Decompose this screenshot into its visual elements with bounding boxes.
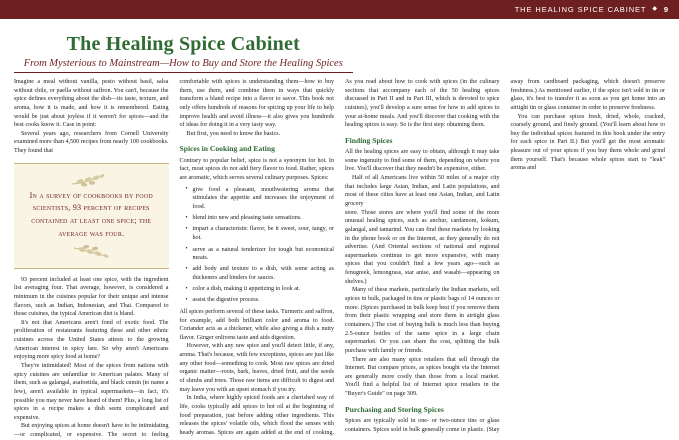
pull-quote-text: In a survey of cookbooks by food scientists, 93 percent of recipes contained at least one spice; the average was four. [29, 190, 153, 238]
article-subtitle: From Mysterious to Mainstream—How to Buy and Store the Healing Spices [23, 58, 343, 69]
list-item: • serve as a natural tenderizer for tough but economical meats. [188, 246, 335, 263]
spice-purpose-list [180, 186, 335, 243]
paragraph: Imagine a meal without vanilla, pesto without basil, salsa without chile, or paella without saffron. You can't, because the spice defines everything about the dish—its taste, texture, and aroma, how it is made, and how it is remembered. Eating would be just about joyless if it weren't for spices—and the best cooks know it. Case in point: [14, 79, 169, 129]
section-heading-cooking: Spices in Cooking and Eating [179, 144, 275, 154]
herb-sprig-icon [68, 173, 114, 187]
list-item: • give food a pleasant, mouthwatering aroma that stimulates the appetite and increases the enjoyment of food. [188, 186, 335, 212]
paragraph: But first, you need to know the basics. [186, 130, 281, 137]
article-columns [14, 78, 665, 440]
list-item: • impart a characteristic flavor, be it sweet, sour, tangy, or hot. [188, 225, 335, 242]
page-body [0, 19, 679, 439]
title-divider [14, 72, 353, 73]
paragraph: Contrary to popular belief, spice is not a synonym for hot. In fact, most spices do not add fiery flavor to food. Rather, spices are aromatic, which serves several culinary purposes. Spices: [179, 157, 334, 182]
paragraph: It's not that Americans aren't fond of exotic food. The proliferation of restaurants featuring these and other ethnic cuisines across the United States attests to the growing American interest in spicy fare. So why aren't Americans enjoying more spicy food at home? [14, 319, 169, 361]
running-head-title: THE HEALING SPICE CABINET [514, 5, 647, 14]
spice-purpose-list-continued [180, 246, 335, 305]
list-item: • assist the digestive process. [188, 296, 335, 305]
pull-quote [14, 163, 169, 269]
paragraph: Many of these markets, particularly the Indian markets, sell spices in bulk, packaged in tins or plastic bags of 14 ounces or more. (Spices purchased in bulk keep best if you remove them from their plastic wrapping and store them in airtight glass containers.) The cost of buying bulk is much less than buying 2.5-ounce bottles of the same spice in a large chain supermarket. Or you can share the cost, splitting the bulk purchase with family or friends. [345, 287, 500, 354]
page-number: 9 [663, 5, 669, 14]
paragraph: But enjoying spices at home doesn't have to be intimidating—or complicated, or expensive. The secret to feeling comfortable with spices is understanding them—how to buy them, use them, and combine them in ways that quickly transform a bland recipe into a flavor to savor. This book not only offers hundreds of reasons for spicing up your life to help improve health and avoid illness—it also gives you hundreds of ideas for doing it in a very tasty way. [14, 79, 334, 439]
paragraph: Several years ago, researchers from Cornell University examined more than 4,500 recipes from nearly 100 cookbooks. They found that [14, 130, 169, 155]
paragraph: They're intimidated! Most of the spices from nations with spicy cuisines are unfamiliar to American palates. Many of them, such as galangal, asafoetida, and black cumin (to name a few), aren't available in typical supermarkets—in fact, it's possible you may never have heard of them! Plus, a long list of spices in a recipe makes a dish seem complicated and expensive. [14, 362, 169, 421]
paragraph: All the healing spices are easy to obtain, although it may take some ingenuity to find some of them, depending on where you live. You'll discover that they needn't be expensive, either. [345, 149, 500, 173]
list-item: • add body and texture to a dish, with some acting as thickeners and binders for sauces. [188, 265, 335, 282]
list-item: • color a dish, making it appetizing to look at. [188, 285, 335, 294]
paragraph: However, with any raw spice and you'll detect little, if any, aroma. That's because, with few exceptions, spices are just like any other food—something to cook. Most raw spices are dried organic matter—roots, bark, leaves, dried fruit, and the seeds of shrubs and trees. Those raw items are difficult to digest and may leave you with an upset stomach if you try. [179, 343, 334, 393]
section-heading-finding: Finding Spices [345, 135, 393, 145]
paragraph: You can purchase spices fresh, dried, whole, cracked, coarsely ground, and finely ground. (You'll learn about how to buy the individual spices featured in this book under the entry for each spice in Part II.) But you'll get the most aromatic pleasure out of your spices if you buy them whole and grind them yourself. That's because whole spices start to "leak" aroma and [510, 113, 665, 172]
section-heading-purchasing: Purchasing and Storing Spices [345, 404, 444, 414]
herb-sprig-icon [68, 244, 114, 258]
paragraph: Half of all Americans live within 50 miles of a major city that includes large Asian, Indian, and Latin populations, and most of these cities have at least one Asian, Indian, and Latin grocery [345, 175, 500, 207]
paragraph: There are also many spice retailers that sell through the Internet. But compare prices, as spices bought via the Internet are generally more costly than those from a local market. You'll find a helpful list of Internet spice retailers in the "Buyer's Guide" on page 309. [345, 356, 500, 398]
list-item: • blend into new and pleasing taste sensations. [188, 214, 335, 223]
paragraph: Spices are typically sold in one- or two-ounce tins or glass containers. Spices sold in bulk generally come in plastic. (Stay away from cardboard packaging, which doesn't preserve freshness.) As mentioned earlier, if the spice isn't sold in tin or glass, it's best to transfer it as soon as you get home into an airtight tin or glass container in order to preserve freshness. [345, 79, 665, 433]
article-title: The Healing Spice Cabinet [66, 33, 300, 55]
paragraph: store. Those stores are where you'll find some of the more unusual healing spices, such as anchur, cardamom, kokum, galangal, and tamarind. You can find these markets by looking in the phone book or on the Internet, as they generally do not advertise. (And Oriental sections of national and regional supermarkets continue to get more expansive, with many spices that you couldn't find a few years ago—such as fenugreek, lemongrass, star anise, and wasabi—appearing on shelves.) [345, 209, 500, 285]
diamond-icon: ◆ [652, 5, 658, 12]
paragraph: 93 percent included at least one spice, with the ingredient list averaging four. That average, however, is considered a minimum in the cuisines popular for their unique and intense flavors, such as Indian, Indonesian, and Thai. Compared to those cuisines, the typical American diet is bland. [14, 276, 169, 318]
running-head [0, 0, 679, 19]
paragraph: All spices perform several of these tasks. Turmeric and saffron, for example, add both brilliant color and aroma to food. Coriander acts as a thickener, while also giving a dish a nutty flavor. Ginger enlivens taste and aids digestion. [179, 308, 334, 341]
paragraph: In India, where highly spiced foods are a cherished way of life, cooks typically add spices to hot oil at the beginning of food preparation, just before adding other ingredients. This releases the spices' volatile oils, which flood the senses with heady aromas. Spices are again added at the end of cooking. As you read about how to cook with spices (in the culinary sections that accompany each of the 50 healing spices discussed in Part II and in Part III, which is devoted to spice cuisines), you'll develop a sure sense for how to add spices to your at-home meals. And you'll discover that cooking with the healing spices is easy. So is the first step: obtaining them. [179, 79, 500, 436]
